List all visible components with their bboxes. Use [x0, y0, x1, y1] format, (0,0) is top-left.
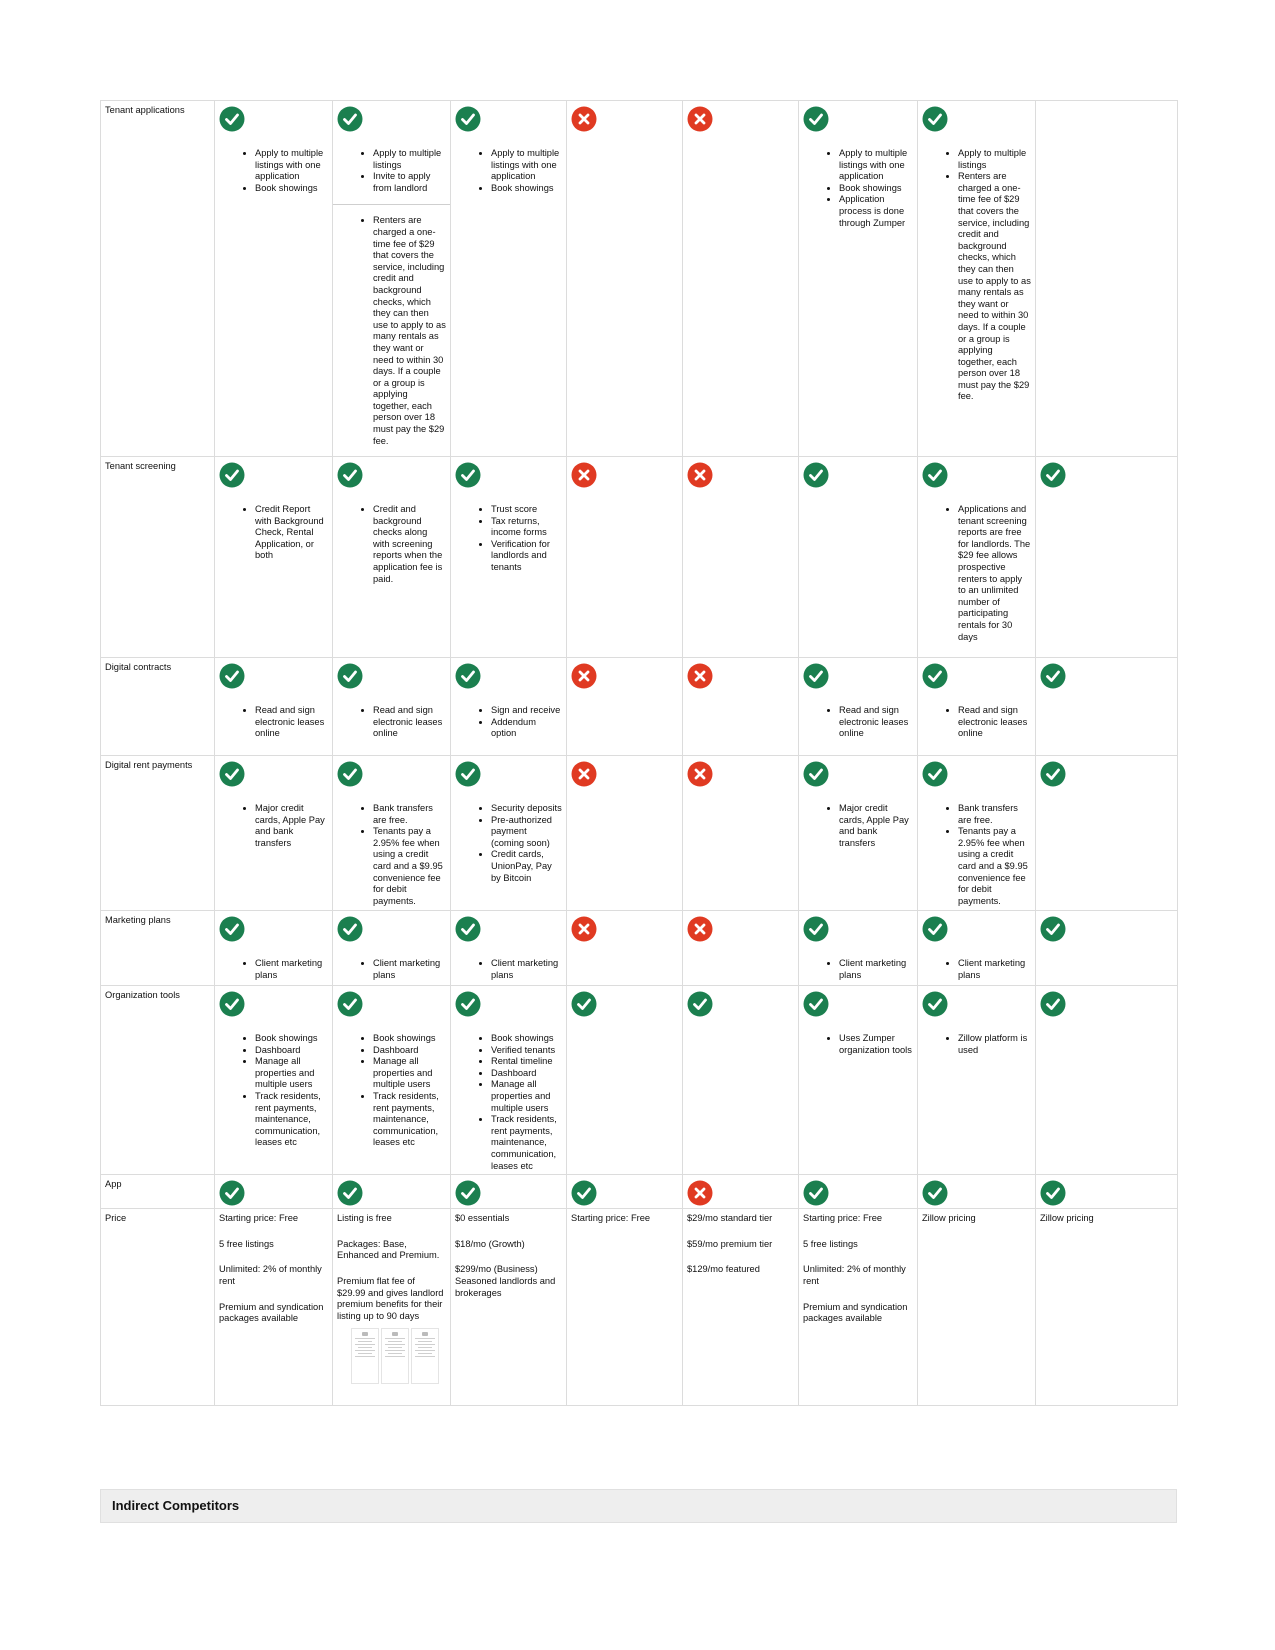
table-row	[101, 1175, 1178, 1209]
feature-bullet: • Apply to multiple listings with one application	[839, 148, 913, 183]
x-circle-icon	[687, 1180, 713, 1206]
x-circle-icon	[687, 663, 713, 689]
feature-bullet-list	[922, 504, 1031, 643]
feature-bullet-list	[803, 705, 913, 740]
row-label: Price	[101, 1209, 215, 1406]
check-circle-icon	[803, 106, 829, 132]
feature-cell	[918, 1209, 1036, 1406]
feature-cell	[215, 1209, 333, 1406]
feature-bullet: • Apply to multiple listings with one application	[491, 148, 562, 183]
check-circle-icon	[922, 761, 948, 787]
feature-cell	[799, 756, 918, 911]
cell-divider	[333, 204, 450, 205]
price-text: Premium flat fee of $29.99 and gives landlord premium benefits for their listing up to 90 days	[337, 1275, 447, 1321]
check-circle-icon	[803, 991, 829, 1017]
check-circle-icon	[455, 916, 481, 942]
x-circle-icon	[687, 106, 713, 132]
check-circle-icon	[219, 462, 245, 488]
check-circle-icon	[1040, 916, 1066, 942]
table-row	[101, 101, 1178, 457]
feature-cell	[215, 457, 333, 658]
section-title: Indirect Competitors	[112, 1498, 240, 1513]
table-row	[101, 658, 1178, 756]
feature-bullet: • Uses Zumper organization tools	[839, 1033, 913, 1056]
feature-bullet-list	[803, 148, 913, 229]
feature-cell	[918, 1175, 1036, 1209]
check-circle-icon	[803, 663, 829, 689]
feature-cell	[918, 911, 1036, 986]
feature-bullet-list	[455, 148, 562, 194]
feature-bullet-list	[803, 803, 913, 849]
feature-bullet: • Pre-authorized payment (coming soon)	[491, 815, 562, 850]
feature-bullet: • Book showings	[255, 183, 328, 195]
feature-cell	[1036, 457, 1178, 658]
check-circle-icon	[219, 991, 245, 1017]
feature-bullet-list	[219, 504, 328, 562]
check-circle-icon	[922, 991, 948, 1017]
feature-bullet: • Track residents, rent payments, maintenance, communication, leases etc	[491, 1114, 562, 1172]
x-circle-icon	[571, 761, 597, 787]
pricing-packages-thumbnail	[351, 1328, 439, 1384]
check-circle-icon	[219, 663, 245, 689]
feature-cell	[567, 658, 683, 756]
feature-cell	[683, 1175, 799, 1209]
check-circle-icon	[219, 916, 245, 942]
feature-bullet: • Verified tenants	[491, 1045, 562, 1057]
feature-cell	[215, 911, 333, 986]
feature-cell	[1036, 658, 1178, 756]
feature-cell	[683, 101, 799, 457]
check-circle-icon	[219, 106, 245, 132]
price-text: $18/mo (Growth)	[455, 1238, 525, 1249]
feature-bullet-list	[922, 1033, 1031, 1056]
feature-bullet: • Tax returns, income forms	[491, 516, 562, 539]
feature-cell	[451, 1209, 567, 1406]
feature-cell	[1036, 911, 1178, 986]
feature-cell	[1036, 1175, 1178, 1209]
check-circle-icon	[803, 761, 829, 787]
feature-cell	[799, 658, 918, 756]
feature-bullet: • Apply to multiple listings	[373, 148, 446, 171]
feature-bullet-list	[922, 958, 1031, 981]
price-text: Starting price: Free	[219, 1213, 299, 1224]
check-circle-icon	[455, 1180, 481, 1206]
feature-cell	[918, 658, 1036, 756]
check-circle-icon	[803, 1180, 829, 1206]
feature-cell	[215, 1175, 333, 1209]
check-circle-icon	[1040, 663, 1066, 689]
feature-cell	[683, 1209, 799, 1406]
table-row	[101, 1209, 1178, 1406]
feature-cell	[567, 1209, 683, 1406]
table-row	[101, 911, 1178, 986]
feature-bullet: • Book showings	[255, 1033, 328, 1045]
feature-comparison-table	[100, 100, 1178, 1406]
section-header-indirect-competitors	[100, 1489, 1177, 1523]
feature-cell	[683, 986, 799, 1175]
check-circle-icon	[1040, 991, 1066, 1017]
check-circle-icon	[571, 1180, 597, 1206]
price-text: $129/mo featured	[687, 1264, 760, 1275]
feature-bullet: • Tenants pay a 2.95% fee when using a credit card and a $9.95 convenience fee for debit payments.	[958, 826, 1031, 907]
feature-cell	[451, 658, 567, 756]
check-circle-icon	[922, 106, 948, 132]
check-circle-icon	[455, 991, 481, 1017]
feature-bullet: • Renters are charged a one-time fee of $29 that covers the service, including credit and background checks, which they can then use to apply to as many rentals as they want or need to within 30 days. If a couple or a group is applying together, each person over 18 must pay the $29 fee.	[373, 215, 446, 447]
price-text: Premium and syndication packages available	[803, 1301, 910, 1324]
check-circle-icon	[337, 991, 363, 1017]
feature-cell	[333, 457, 451, 658]
price-text: Unlimited: 2% of monthly rent	[219, 1264, 325, 1286]
check-circle-icon	[337, 916, 363, 942]
table-row	[101, 986, 1178, 1175]
feature-cell	[683, 658, 799, 756]
price-text: 5 free listings	[219, 1238, 274, 1249]
feature-cell	[333, 658, 451, 756]
check-circle-icon	[1040, 1180, 1066, 1206]
feature-cell	[333, 911, 451, 986]
check-circle-icon	[337, 462, 363, 488]
price-text: Zillow pricing	[922, 1213, 976, 1224]
feature-bullet-list	[337, 215, 446, 447]
row-label: Organization tools	[101, 986, 215, 1175]
feature-cell	[1036, 101, 1178, 457]
feature-bullet: • Invite to apply from landlord	[373, 171, 446, 194]
feature-cell	[1036, 986, 1178, 1175]
check-circle-icon	[455, 663, 481, 689]
feature-bullet: • Dashboard	[373, 1045, 446, 1057]
price-text: Premium and syndication packages available	[219, 1301, 326, 1324]
feature-bullet: • Credit cards, UnionPay, Pay by Bitcoin	[491, 849, 562, 884]
feature-bullet: • Read and sign electronic leases online	[373, 705, 446, 740]
feature-bullet: • Sign and receive	[491, 705, 562, 717]
feature-bullet-list	[803, 958, 913, 981]
check-circle-icon	[922, 462, 948, 488]
check-circle-icon	[337, 663, 363, 689]
feature-bullet-list	[455, 1033, 562, 1172]
feature-cell	[567, 101, 683, 457]
feature-cell	[215, 986, 333, 1175]
feature-bullet: • Client marketing plans	[958, 958, 1031, 981]
feature-bullet: • Trust score	[491, 504, 562, 516]
x-circle-icon	[571, 462, 597, 488]
feature-bullet-list	[922, 803, 1031, 907]
feature-cell	[451, 1175, 567, 1209]
price-text: $59/mo premium tier	[687, 1238, 773, 1249]
feature-bullet: • Book showings	[491, 183, 562, 195]
price-text: Starting price: Free	[803, 1213, 883, 1224]
x-circle-icon	[687, 462, 713, 488]
check-circle-icon	[455, 462, 481, 488]
table-row	[101, 756, 1178, 911]
feature-cell	[918, 101, 1036, 457]
price-text: $0 essentials	[455, 1213, 510, 1224]
feature-bullet: • Book showings	[373, 1033, 446, 1045]
check-circle-icon	[687, 991, 713, 1017]
feature-cell	[333, 986, 451, 1175]
feature-bullet-list	[337, 1033, 446, 1149]
feature-cell	[333, 756, 451, 911]
check-circle-icon	[337, 1180, 363, 1206]
feature-bullet-list	[455, 803, 562, 884]
price-text: 5 free listings	[803, 1238, 858, 1249]
feature-cell	[799, 457, 918, 658]
feature-cell	[683, 911, 799, 986]
feature-bullet-list	[219, 705, 328, 740]
feature-bullet: • Credit and background checks along with screening reports when the application fee is paid.	[373, 504, 446, 585]
feature-bullet: • Application process is done through Zumper	[839, 194, 913, 229]
check-circle-icon	[219, 1180, 245, 1206]
feature-bullet: • Zillow platform is used	[958, 1033, 1031, 1056]
feature-bullet: • Verification for landlords and tenants	[491, 539, 562, 574]
feature-bullet-list	[922, 705, 1031, 740]
feature-cell	[799, 1175, 918, 1209]
feature-cell	[567, 457, 683, 658]
check-circle-icon	[803, 462, 829, 488]
feature-bullet-list	[337, 705, 446, 740]
feature-bullet-list	[337, 148, 446, 194]
check-circle-icon	[803, 916, 829, 942]
feature-bullet: • Applications and tenant screening reports are free for landlords. The $29 fee allows prospective renters to apply to an unlimited number of participating rentals for 30 days	[958, 504, 1031, 643]
feature-cell	[215, 658, 333, 756]
feature-cell	[451, 457, 567, 658]
feature-cell	[333, 1209, 451, 1406]
feature-bullet-list	[455, 504, 562, 574]
feature-bullet-list	[219, 148, 328, 194]
feature-bullet: • Book showings	[839, 183, 913, 195]
table-row	[101, 457, 1178, 658]
x-circle-icon	[571, 663, 597, 689]
feature-bullet-list	[455, 958, 562, 981]
feature-bullet: • Manage all properties and multiple users	[255, 1056, 328, 1091]
feature-cell	[567, 756, 683, 911]
feature-bullet: • Track residents, rent payments, maintenance, communication, leases etc	[373, 1091, 446, 1149]
feature-cell	[451, 101, 567, 457]
x-circle-icon	[571, 106, 597, 132]
feature-bullet: • Dashboard	[491, 1068, 562, 1080]
feature-bullet-list	[219, 803, 328, 849]
price-text: Unlimited: 2% of monthly rent	[803, 1264, 909, 1286]
check-circle-icon	[1040, 761, 1066, 787]
feature-bullet: • Rental timeline	[491, 1056, 562, 1068]
feature-bullet: • Read and sign electronic leases online	[958, 705, 1031, 740]
feature-bullet: • Apply to multiple listings	[958, 148, 1031, 171]
feature-cell	[333, 1175, 451, 1209]
feature-cell	[1036, 756, 1178, 911]
feature-bullet-list	[337, 803, 446, 907]
feature-cell	[799, 986, 918, 1175]
feature-bullet: • Manage all properties and multiple users	[491, 1079, 562, 1114]
feature-bullet: • Security deposits	[491, 803, 562, 815]
feature-cell	[918, 457, 1036, 658]
feature-cell	[215, 756, 333, 911]
feature-bullet: • Major credit cards, Apple Pay and bank transfers	[839, 803, 913, 849]
x-circle-icon	[571, 916, 597, 942]
feature-bullet-list	[219, 1033, 328, 1149]
feature-cell	[683, 756, 799, 911]
feature-cell	[918, 756, 1036, 911]
row-label: Digital rent payments	[101, 756, 215, 911]
check-circle-icon	[922, 1180, 948, 1206]
feature-bullet: • Client marketing plans	[839, 958, 913, 981]
feature-bullet: • Apply to multiple listings with one application	[255, 148, 328, 183]
check-circle-icon	[922, 663, 948, 689]
row-label: App	[101, 1175, 215, 1209]
check-circle-icon	[455, 761, 481, 787]
feature-bullet: • Major credit cards, Apple Pay and bank transfers	[255, 803, 328, 849]
feature-cell	[1036, 1209, 1178, 1406]
feature-bullet-list	[922, 148, 1031, 403]
feature-bullet-list	[337, 504, 446, 585]
feature-bullet-list	[455, 705, 562, 740]
feature-bullet: • Book showings	[491, 1033, 562, 1045]
feature-cell	[918, 986, 1036, 1175]
check-circle-icon	[219, 761, 245, 787]
price-text: $29/mo standard tier	[687, 1213, 773, 1224]
check-circle-icon	[455, 106, 481, 132]
check-circle-icon	[922, 916, 948, 942]
row-label: Marketing plans	[101, 911, 215, 986]
price-text: Zillow pricing	[1040, 1213, 1094, 1224]
row-label: Tenant screening	[101, 457, 215, 658]
feature-bullet: • Manage all properties and multiple users	[373, 1056, 446, 1091]
feature-cell	[333, 101, 451, 457]
price-text: Starting price: Free	[571, 1213, 651, 1224]
feature-bullet-list	[803, 1033, 913, 1056]
feature-cell	[567, 986, 683, 1175]
check-circle-icon	[337, 761, 363, 787]
feature-cell	[451, 911, 567, 986]
price-text: $299/mo (Business) Seasoned landlords and brokerages	[455, 1264, 556, 1298]
row-label: Tenant applications	[101, 101, 215, 457]
feature-cell	[567, 1175, 683, 1209]
feature-cell	[799, 1209, 918, 1406]
feature-cell	[215, 101, 333, 457]
feature-bullet: • Bank transfers are free.	[373, 803, 446, 826]
feature-cell	[567, 911, 683, 986]
check-circle-icon	[337, 106, 363, 132]
feature-cell	[799, 911, 918, 986]
feature-bullet: • Read and sign electronic leases online	[839, 705, 913, 740]
check-circle-icon	[571, 991, 597, 1017]
feature-bullet: • Renters are charged a one-time fee of $29 that covers the service, including credit and background checks, which they can then use to apply to as many rentals as they want or need to within 30 days. If a couple or a group is applying together, each person over 18 must pay the $29 fee.	[958, 171, 1031, 403]
feature-bullet-list	[219, 958, 328, 981]
feature-bullet: • Client marketing plans	[255, 958, 328, 981]
feature-bullet: • Track residents, rent payments, maintenance, communication, leases etc	[255, 1091, 328, 1149]
feature-bullet: • Credit Report with Background Check, Rental Application, or both	[255, 504, 328, 562]
x-circle-icon	[687, 916, 713, 942]
feature-bullet: • Tenants pay a 2.95% fee when using a credit card and a $9.95 convenience fee for debit payments.	[373, 826, 446, 907]
feature-bullet: • Dashboard	[255, 1045, 328, 1057]
check-circle-icon	[1040, 462, 1066, 488]
feature-bullet: • Read and sign electronic leases online	[255, 705, 328, 740]
feature-bullet: • Bank transfers are free.	[958, 803, 1031, 826]
feature-cell	[451, 756, 567, 911]
feature-cell	[683, 457, 799, 658]
feature-bullet: • Client marketing plans	[373, 958, 446, 981]
row-label: Digital contracts	[101, 658, 215, 756]
feature-bullet-list	[337, 958, 446, 981]
feature-cell	[799, 101, 918, 457]
feature-bullet: • Client marketing plans	[491, 958, 562, 981]
x-circle-icon	[687, 761, 713, 787]
feature-cell	[451, 986, 567, 1175]
price-text: Listing is free	[337, 1213, 392, 1224]
feature-bullet: • Addendum option	[491, 717, 562, 740]
price-text: Packages: Base, Enhanced and Premium.	[337, 1238, 440, 1261]
